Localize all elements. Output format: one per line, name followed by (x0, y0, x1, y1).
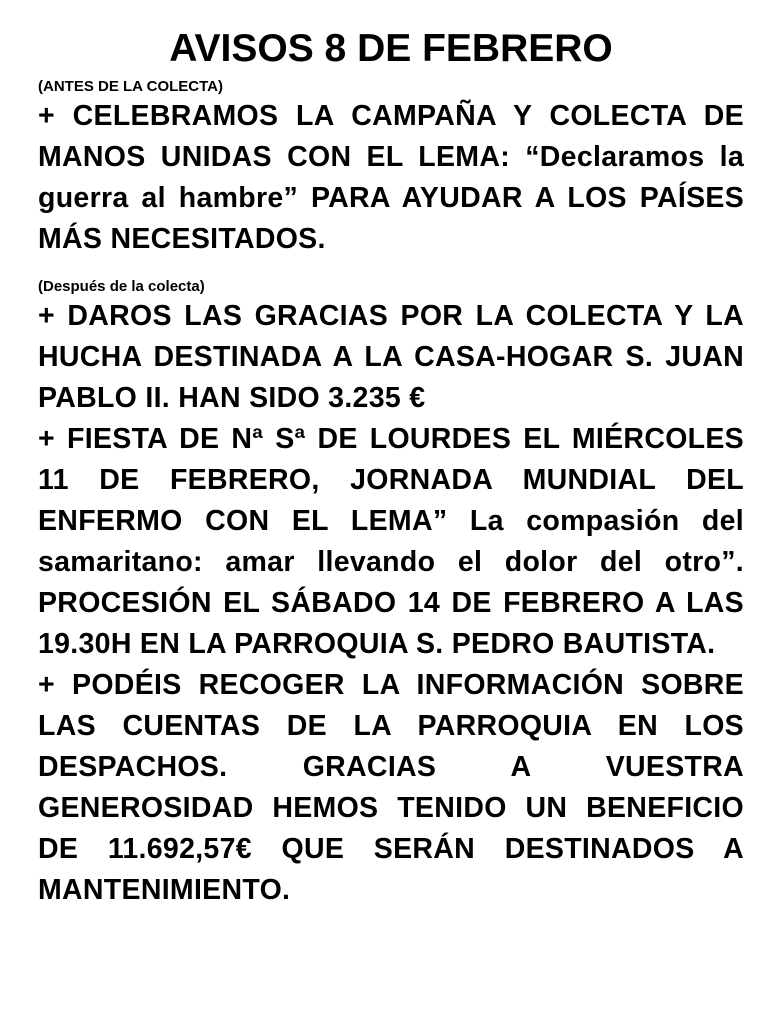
section-note: (Después de la colecta) (38, 278, 205, 295)
section-before-collection (38, 78, 744, 260)
section-note: (ANTES DE LA COLECTA) (38, 78, 223, 95)
notice-paragraph: + CELEBRAMOS LA CAMPAÑA Y COLECTA DE MANOS UNIDAS CON EL LEMA: “Declaramos la guerra al hambre” PARA AYUDAR A LOS PAÍSES MÁS NECESITADOS. (38, 100, 744, 255)
notice-paragraph: + DAROS LAS GRACIAS POR LA COLECTA Y LA HUCHA DESTINADA A LA CASA-HOGAR S. JUAN PABLO II. HAN SIDO 3.235 € (38, 300, 744, 414)
notice-paragraph: + PODÉIS RECOGER LA INFORMACIÓN SOBRE LAS CUENTAS DE LA PARROQUIA EN LOS DESPACHOS. GRACIAS A VUESTRA GENEROSIDAD HEMOS TENIDO UN BENEFICIO DE 11.692,57€ QUE SERÁN DESTINADOS A MANTENIMIENTO. (38, 669, 744, 906)
page-title: AVISOS 8 DE FEBRERO (169, 27, 613, 70)
notice-paragraph: + FIESTA DE Nª Sª DE LOURDES EL MIÉRCOLES 11 DE FEBRERO, JORNADA MUNDIAL DEL ENFERMO CON EL LEMA” La compasión del samaritano: amar llevando el dolor del otro”. PROCESIÓN EL SÁBADO 14 DE FEBRERO A LAS 19.30H EN LA PARROQUIA S. PEDRO BAUTISTA. (38, 423, 744, 660)
notice-page (38, 26, 744, 911)
section-spacer (38, 260, 744, 278)
section-after-collection (38, 278, 744, 911)
